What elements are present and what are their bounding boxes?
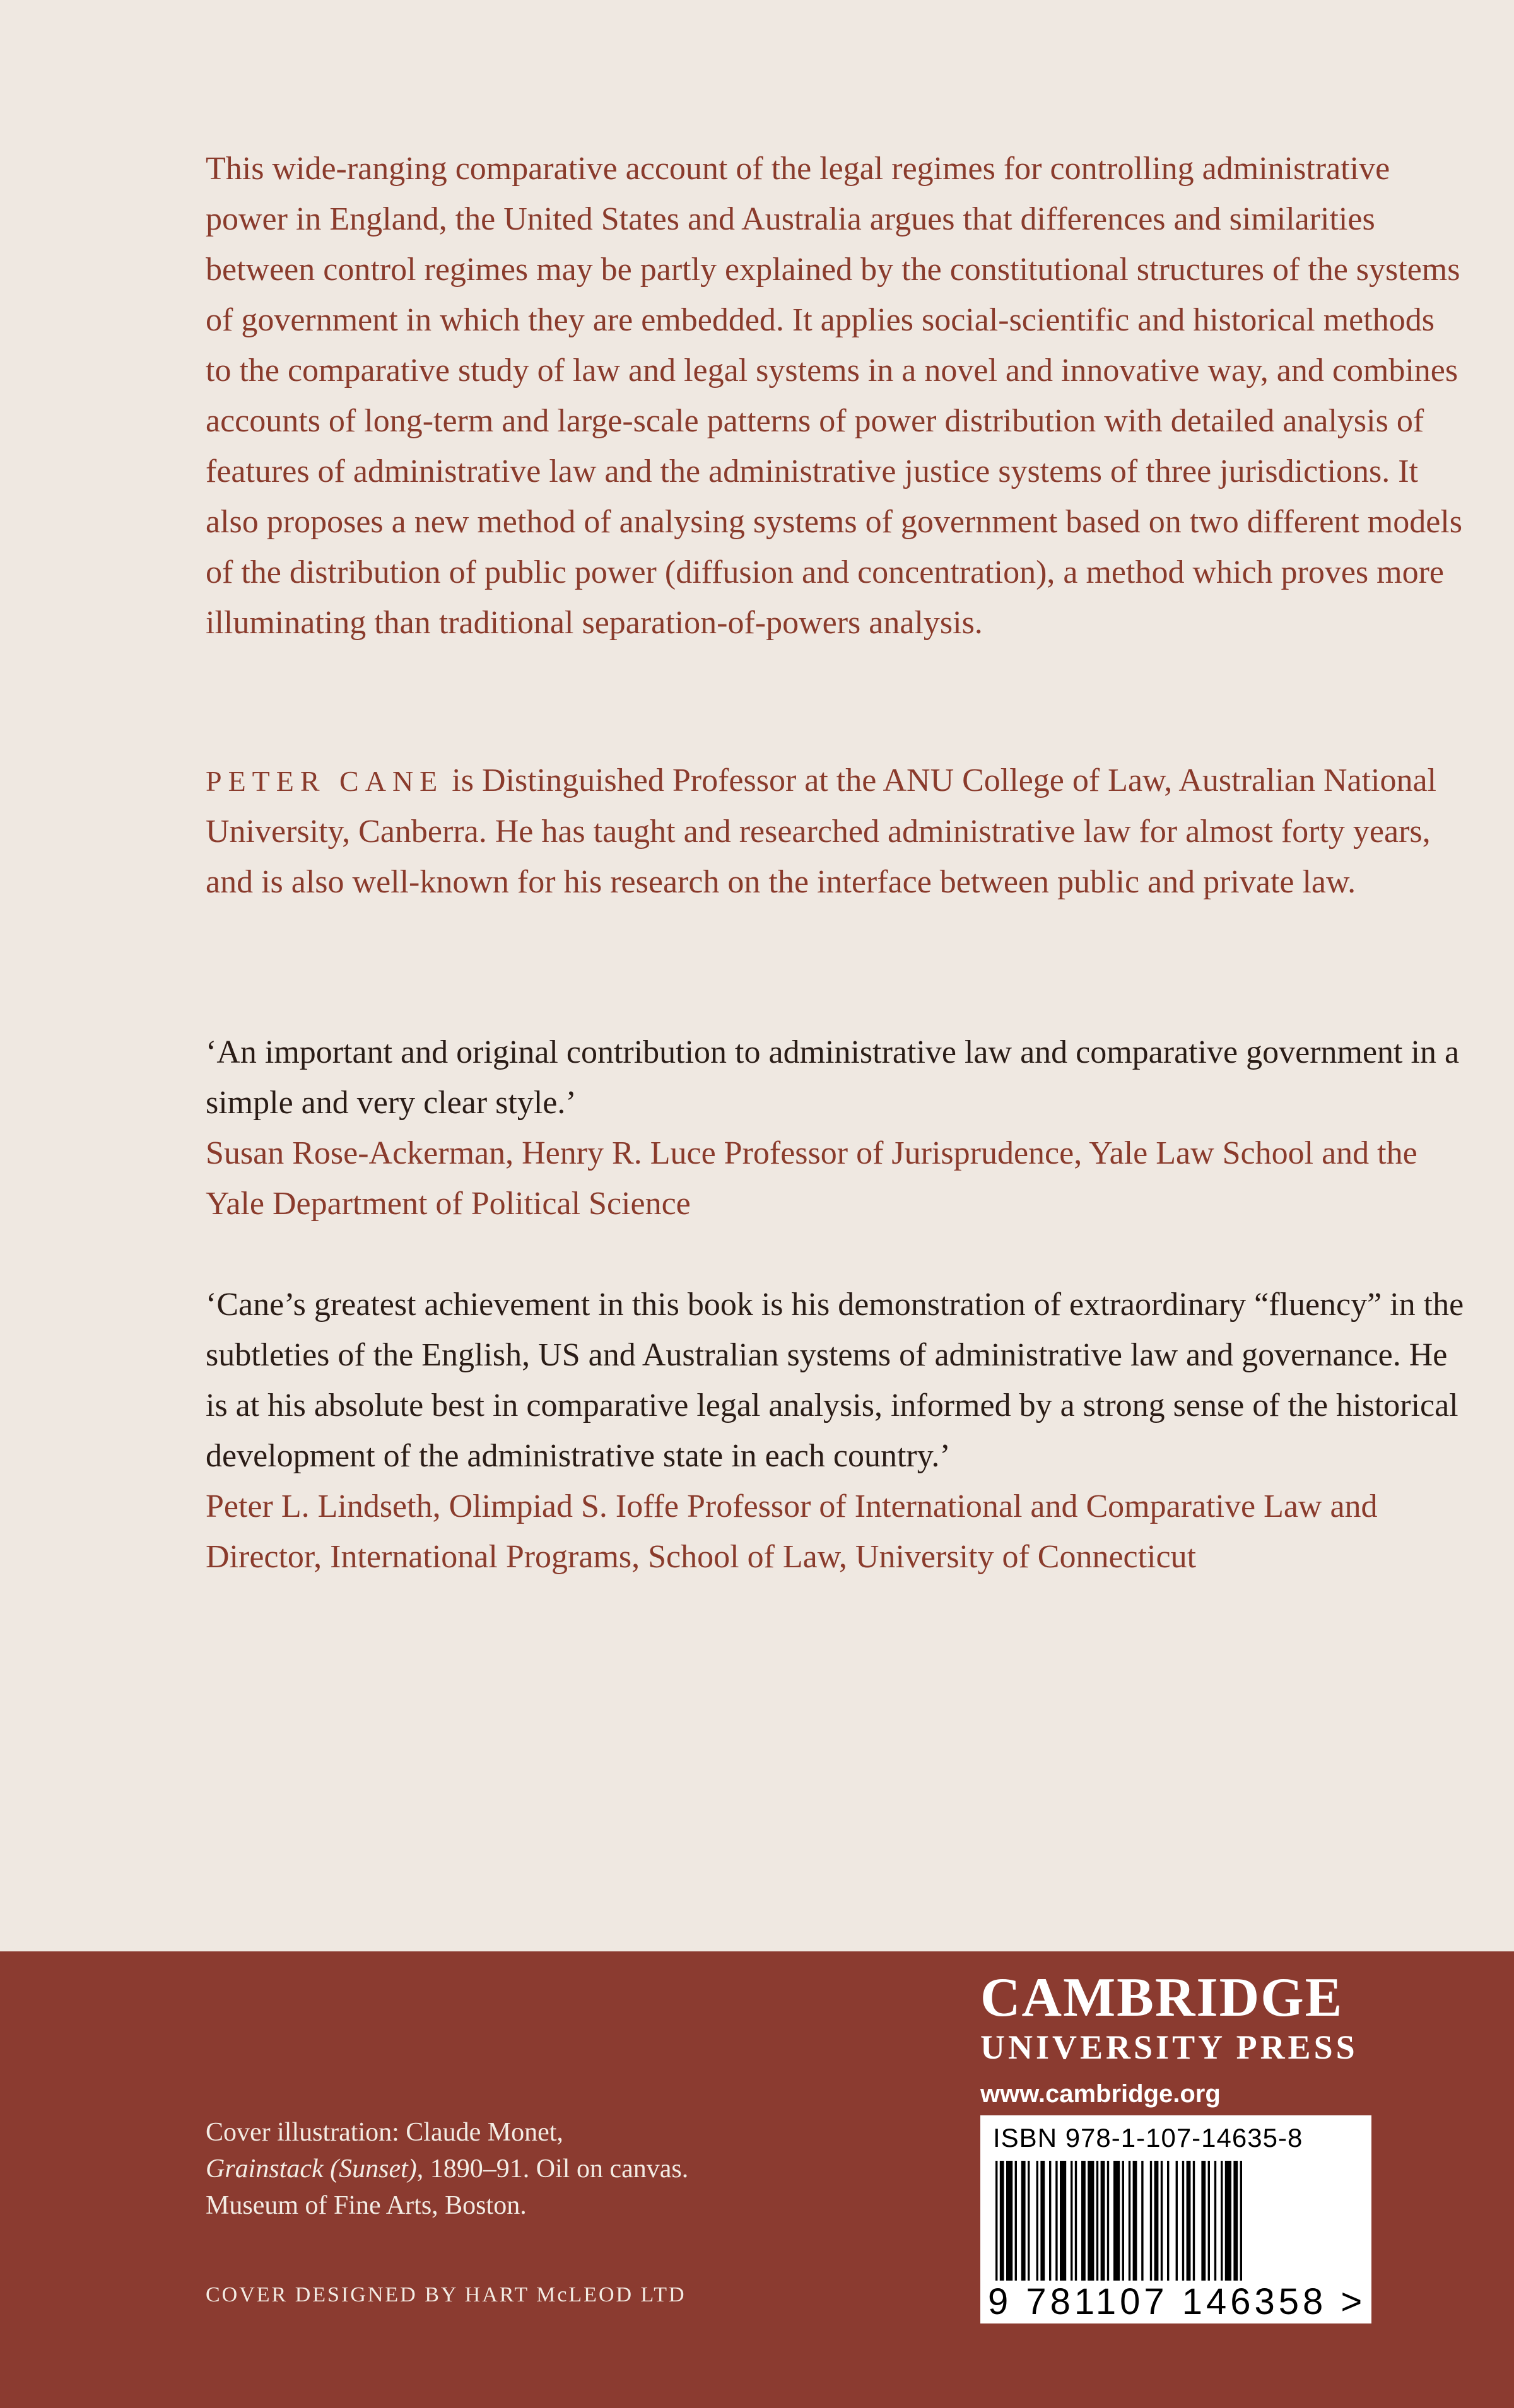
barcode-bar — [1036, 2161, 1038, 2281]
review-2 — [206, 1280, 1467, 1582]
barcode-bar — [1040, 2161, 1045, 2281]
barcode-bar — [1096, 2161, 1098, 2281]
barcode-bar — [1214, 2161, 1216, 2281]
barcode-bar — [1225, 2161, 1231, 2281]
publisher-press: UNIVERSITY PRESS — [980, 2028, 1358, 2066]
credit-suffix: , 1890–91. Oil on canvas. Museum of Fine Arts, Boston. — [206, 2154, 689, 2220]
barcode-bar — [1150, 2161, 1152, 2281]
barcode-bar — [1081, 2161, 1086, 2281]
publisher-url: www.cambridge.org — [980, 2080, 1221, 2108]
blurb-paragraph: This wide-ranging comparative account of the legal regimes for controlling administrative power in England, the United States and Australia argues that differences and similarities between control regimes may be partly explained by the constitutional structures of the systems of government in which they are embedded. It applies social-scientific and historical methods to the comparative study of law and legal systems in a novel and innovative way, and combines accounts of long-term and large-scale patterns of power distribution with detailed analysis of features of administrative law and the administrative justice systems of three jurisdictions. It also proposes a new method of analysing systems of government based on two different models of the distribution of public power (diffusion and concentration), a method which proves more illuminating than traditional separation-of-powers analysis. — [206, 151, 1462, 641]
barcode-bar — [1182, 2161, 1184, 2281]
isbn-label: ISBN 978-1-107-14635-8 — [993, 2123, 1303, 2153]
barcode-bar — [1101, 2161, 1105, 2281]
review-quote: ‘An important and original contribution to administrative law and comparative government in a simple and very clear style.’ — [206, 1034, 1460, 1121]
barcode-bar — [1021, 2161, 1026, 2281]
review-source: Peter L. Lindseth, Olimpiad S. Ioffe Professor of International and Comparative Law and Director, International Programs, School of Law, University of Connecticut — [206, 1488, 1378, 1575]
publisher-logo — [980, 1968, 1422, 2108]
barcode-bar — [1176, 2161, 1178, 2281]
barcode-bar — [1055, 2161, 1057, 2281]
author-bio-paragraph — [206, 756, 1467, 908]
barcode-bar — [1006, 2161, 1012, 2281]
barcode-bar — [995, 2161, 997, 2281]
barcode-bars — [993, 2161, 1359, 2281]
author-name: PETER CANE — [206, 765, 444, 797]
barcode-bar — [1088, 2161, 1094, 2281]
barcode-bar — [1129, 2161, 1130, 2281]
barcode-bar — [1000, 2161, 1004, 2281]
cover-designer-credit: COVER DESIGNED BY HART McLEOD LTD — [206, 2283, 686, 2306]
barcode-bar — [1233, 2161, 1238, 2281]
barcode-bar — [1071, 2161, 1072, 2281]
barcode-bar — [1167, 2161, 1169, 2281]
cover-illustration-credit — [206, 2114, 773, 2224]
barcode-bar — [1193, 2161, 1195, 2281]
barcode-bar — [1107, 2161, 1109, 2281]
barcode-bar — [1141, 2161, 1143, 2281]
barcode-bar — [1122, 2161, 1124, 2281]
author-bio: is Distinguished Professor at the ANU College of Law, Australian National University, Canberra. He has taught and researched administrative law for almost forty years, and is also well-known for his research on the interface between public and private law. — [206, 763, 1436, 900]
barcode-bar — [1201, 2161, 1206, 2281]
credit-prefix: Cover illustration: Claude Monet, — [206, 2118, 563, 2147]
barcode-bar — [1049, 2161, 1051, 2281]
barcode-bar — [1028, 2161, 1030, 2281]
barcode-bar — [1208, 2161, 1210, 2281]
barcode-bar — [1113, 2161, 1120, 2281]
ean-number: 9 781107 146358 > — [988, 2281, 1366, 2322]
credit-artwork-title: Grainstack (Sunset) — [206, 2154, 417, 2183]
barcode-bar — [1133, 2161, 1137, 2281]
review-1 — [206, 1027, 1467, 1229]
barcode-bar — [1161, 2161, 1163, 2281]
isbn-barcode — [980, 2115, 1371, 2323]
review-source: Susan Rose-Ackerman, Henry R. Luce Professor of Jurisprudence, Yale Law School and the Yale Department of Political Science — [206, 1135, 1417, 1222]
barcode-bar — [1221, 2161, 1223, 2281]
barcode-bar — [1240, 2161, 1242, 2281]
barcode-bar — [1060, 2161, 1066, 2281]
barcode-bar — [1154, 2161, 1159, 2281]
barcode-bar — [1015, 2161, 1017, 2281]
text-area — [206, 144, 1467, 1633]
publisher-name: CAMBRIDGE — [980, 1967, 1344, 2028]
review-quote: ‘Cane’s greatest achievement in this book is his demonstration of extraordinary “fluency” in the subtleties of the English, US and Australian systems of administrative law and governance. He is at his absolute best in comparative legal analysis, informed by a strong sense of the historical development of the administrative state in each country.’ — [206, 1287, 1464, 1474]
barcode-bar — [1187, 2161, 1191, 2281]
barcode-bar — [1075, 2161, 1077, 2281]
